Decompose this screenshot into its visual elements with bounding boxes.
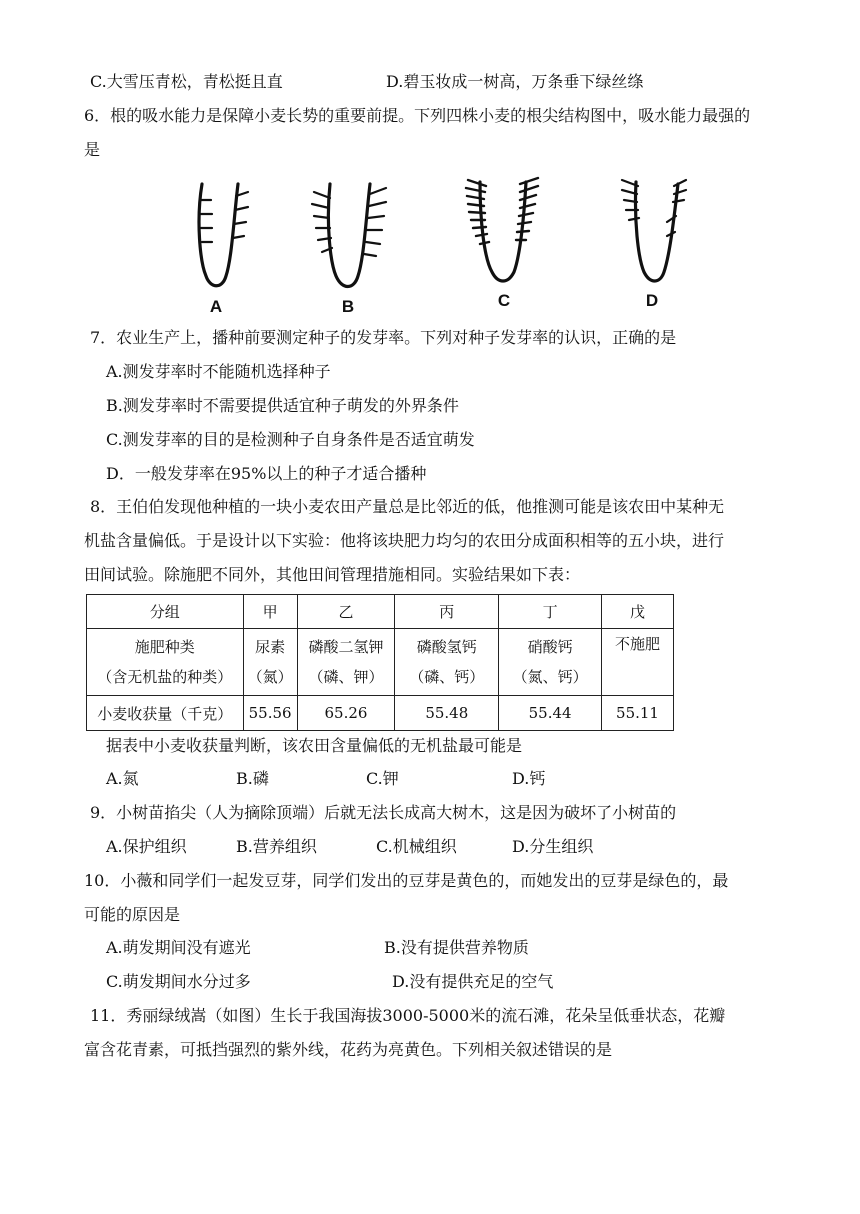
q10-option-c: C.萌发期间水分过多 bbox=[106, 972, 251, 991]
q8-stem-line3: 田间试验。除施肥不同外，其他田间管理措施相同。实验结果如下表： bbox=[84, 565, 581, 584]
q6-stem-line2: 是 bbox=[84, 140, 101, 159]
q6-stem-line1: 6．根的吸水能力是保障小麦长势的重要前提。下列四株小麦的根尖结构图中，吸水能力最强的 bbox=[84, 106, 751, 125]
q8-option-a: A.氮 bbox=[106, 769, 139, 788]
q5-option-c: C.大雪压青松，青松挺且直 bbox=[90, 72, 283, 91]
q7-option-d: D．一般发芽率在95%以上的种子才适合播种 bbox=[106, 464, 427, 483]
root-tip-b bbox=[312, 184, 386, 287]
fertilizer-table bbox=[86, 594, 674, 731]
q8-option-b: B.磷 bbox=[236, 769, 269, 788]
table-row bbox=[87, 629, 674, 696]
q11-stem-line1: 11．秀丽绿绒嵩（如图）生长于我国海拔3000-5000米的流石滩，花朵呈低垂状态，花瓣 bbox=[90, 1006, 726, 1025]
table-header-cell: 丙 bbox=[395, 595, 499, 629]
q10-stem-line2: 可能的原因是 bbox=[84, 905, 181, 924]
q10-option-a: A.萌发期间没有遮光 bbox=[106, 938, 251, 957]
table-cell bbox=[297, 629, 395, 696]
fert-name: 磷酸氢钙 bbox=[416, 638, 477, 656]
table-cell: 55.11 bbox=[602, 696, 674, 731]
figure-label-d: D bbox=[645, 291, 659, 310]
table-cell: 55.56 bbox=[243, 696, 297, 731]
table-cell bbox=[602, 629, 674, 696]
figure-label-c: C bbox=[497, 291, 511, 310]
q8-stem-line1: 8．王伯伯发现他种植的一块小麦农田产量总是比邻近的低，他推测可能是该农田中某种无 bbox=[90, 497, 725, 516]
table-cell bbox=[87, 629, 244, 696]
table-cell bbox=[395, 629, 499, 696]
table-row bbox=[87, 696, 674, 731]
table-header-cell: 戊 bbox=[602, 595, 674, 629]
q7-option-c: C.测发芽率的目的是检测种子自身条件是否适宜萌发 bbox=[106, 430, 475, 449]
q9-stem: 9．小树苗掐尖（人为摘除顶端）后就无法长成高大树木，这是因为破坏了小树苗的 bbox=[90, 803, 677, 822]
table-cell: 65.26 bbox=[297, 696, 395, 731]
q8-after-table: 据表中小麦收获量判断，该农田含量偏低的无机盐最可能是 bbox=[106, 736, 523, 755]
fert-salt: （氮、钙） bbox=[512, 668, 588, 686]
table-cell bbox=[243, 629, 297, 696]
q11-stem-line2: 富含花青素，可抵挡强烈的紫外线，花药为亮黄色。下列相关叙述错误的是 bbox=[84, 1040, 613, 1059]
table-cell: 55.44 bbox=[499, 696, 602, 731]
root-tip-figure bbox=[180, 172, 690, 317]
fert-salt: （磷、钙） bbox=[409, 668, 485, 686]
q10-option-d: D.没有提供充足的空气 bbox=[392, 972, 554, 991]
table-header-row bbox=[87, 595, 674, 629]
table-cell: 小麦收获量（千克） bbox=[87, 696, 244, 731]
figure-label-b: B bbox=[341, 297, 355, 316]
q7-option-a: A.测发芽率时不能随机选择种子 bbox=[106, 362, 331, 381]
q10-option-b: B.没有提供营养物质 bbox=[384, 938, 529, 957]
q7-option-b: B.测发芽率时不需要提供适宜种子萌发的外界条件 bbox=[106, 396, 459, 415]
q7-stem: 7．农业生产上，播种前要测定种子的发芽率。下列对种子发芽率的认识，正确的是 bbox=[90, 328, 677, 347]
q8-option-d: D.钙 bbox=[512, 769, 546, 788]
q10-stem-line1: 10．小薇和同学们一起发豆芽，同学们发出的豆芽是黄色的，而她发出的豆芽是绿色的，最 bbox=[84, 871, 729, 890]
figure-label-a: A bbox=[209, 297, 223, 316]
table-header-cell: 分组 bbox=[87, 595, 244, 629]
q8-option-c: C.钾 bbox=[366, 769, 399, 788]
root-tip-a bbox=[199, 184, 248, 286]
q9-option-a: A.保护组织 bbox=[106, 837, 187, 856]
fert-label-2: （含无机盐的种类） bbox=[97, 668, 233, 686]
table-cell: 55.48 bbox=[395, 696, 499, 731]
fert-name: 尿素 bbox=[255, 638, 286, 656]
fert-name: 不施肥 bbox=[615, 635, 661, 653]
fert-salt: （磷、钾） bbox=[308, 668, 384, 686]
root-tip-d bbox=[622, 180, 686, 281]
table-header-cell: 丁 bbox=[499, 595, 602, 629]
fert-salt: （氮） bbox=[247, 668, 293, 686]
q9-option-c: C.机械组织 bbox=[376, 837, 457, 856]
q9-option-d: D.分生组织 bbox=[512, 837, 594, 856]
q9-option-b: B.营养组织 bbox=[236, 837, 317, 856]
q5-option-d: D.碧玉妆成一树高，万条垂下绿丝绦 bbox=[386, 72, 644, 91]
fert-label-1: 施肥种类 bbox=[134, 638, 195, 656]
table-header-cell: 甲 bbox=[243, 595, 297, 629]
fert-name: 硝酸钙 bbox=[527, 638, 573, 656]
fert-name: 磷酸二氢钾 bbox=[308, 638, 384, 656]
q8-stem-line2: 机盐含量偏低。于是设计以下实验：他将该块肥力均匀的农田分成面积相等的五小块，进行 bbox=[84, 531, 725, 550]
root-tip-c bbox=[466, 178, 538, 281]
table-header-cell: 乙 bbox=[297, 595, 395, 629]
table-cell bbox=[499, 629, 602, 696]
